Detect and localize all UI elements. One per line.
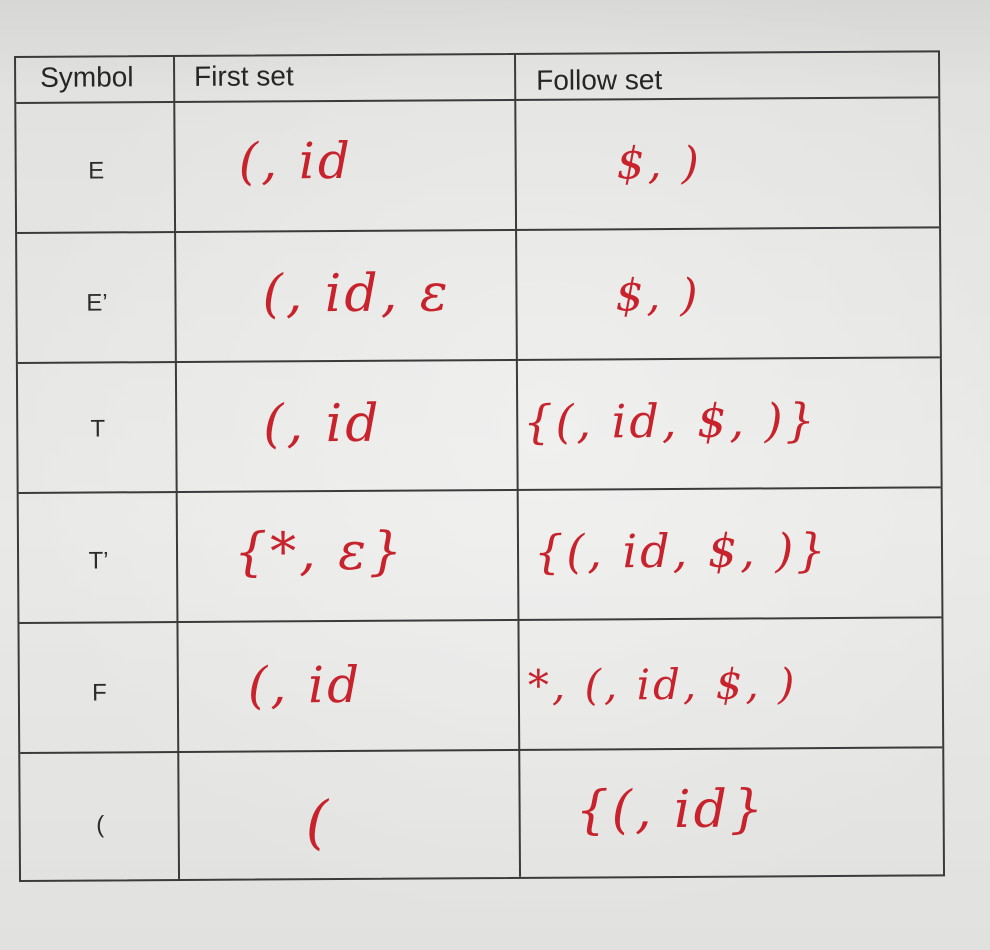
symbol-cell: F <box>91 679 107 707</box>
follow-set-cell: {(, id} <box>575 779 767 841</box>
table-row <box>18 356 941 492</box>
header-symbol: Symbol <box>40 61 134 93</box>
first-set-cell: (, id, ε <box>262 263 451 325</box>
follow-set-cell: *, (, id, $, ) <box>527 659 798 710</box>
first-set-cell: (, id <box>263 393 382 455</box>
header-first-set: First set <box>194 60 294 92</box>
header-follow-set: Follow set <box>536 64 663 96</box>
table-row <box>20 746 943 882</box>
first-set-cell: (, id <box>247 655 363 715</box>
follow-set-cell: $, ) <box>616 137 702 190</box>
symbol-cell: T’ <box>88 547 109 575</box>
first-set-cell: ( <box>305 788 332 857</box>
follow-set-cell: {(, id, $, )} <box>523 393 818 449</box>
first-set-cell: (, id <box>238 131 354 191</box>
table-row <box>19 616 942 752</box>
symbol-cell: E <box>88 157 105 185</box>
follow-set-cell: $, ) <box>615 269 701 322</box>
table-row <box>19 486 942 622</box>
symbol-cell: T <box>90 415 106 443</box>
table-row <box>16 96 939 232</box>
table-row <box>17 226 940 362</box>
follow-set-cell: {(, id, $, )} <box>533 523 829 579</box>
symbol-cell: ( <box>96 811 105 839</box>
first-follow-table <box>14 50 945 882</box>
symbol-cell: E’ <box>86 289 108 317</box>
first-set-cell: {*, ε} <box>233 521 406 583</box>
